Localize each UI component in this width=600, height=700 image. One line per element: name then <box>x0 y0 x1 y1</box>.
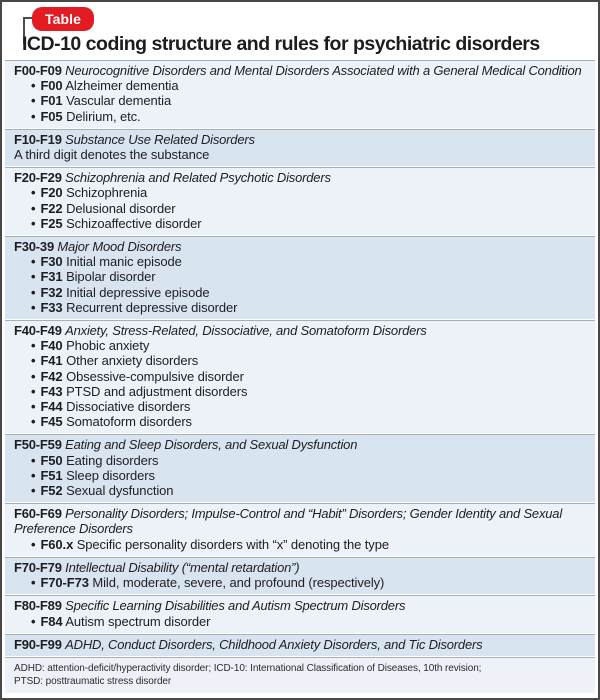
section-f00-f09 <box>5 60 595 128</box>
item-code: F32 <box>40 284 63 300</box>
code-item <box>31 300 589 315</box>
bullet-icon: • <box>31 414 36 430</box>
section-code: F90-F99 <box>14 636 62 652</box>
section-f40-f49 <box>5 320 595 433</box>
item-text: Schizoaffective disorder <box>66 215 202 231</box>
section-code: F00-F09 <box>14 63 62 78</box>
code-list <box>14 453 589 499</box>
item-text: Obsessive-compulsive disorder <box>66 368 244 384</box>
code-item <box>31 614 589 629</box>
code-list <box>14 254 589 315</box>
code-item <box>31 78 589 93</box>
code-list <box>14 614 589 629</box>
bullet-icon: • <box>31 383 36 399</box>
item-text: Schizophrenia <box>66 185 148 201</box>
item-text: Sleep disorders <box>66 467 155 483</box>
section-description: Intellectual Disability (“mental retardation”) <box>65 559 300 575</box>
bullet-icon: • <box>31 483 36 499</box>
bullet-icon: • <box>31 467 36 483</box>
section-code: F40-F49 <box>14 323 62 339</box>
code-item <box>31 537 589 552</box>
item-code: F41 <box>40 353 63 369</box>
bullet-icon: • <box>31 93 36 109</box>
item-text: Eating disorders <box>66 452 159 468</box>
code-item <box>31 483 589 498</box>
bullet-icon: • <box>31 536 36 552</box>
section-f50-f59 <box>5 434 595 502</box>
code-item <box>31 414 589 429</box>
item-text: Delirium, etc. <box>66 108 141 124</box>
bullet-icon: • <box>31 215 36 231</box>
item-text: Specific personality disorders with “x” denoting the type <box>76 536 389 552</box>
item-text: Somatoform disorders <box>66 414 192 430</box>
section-description: Neurocognitive Disorders and Mental Disorders Associated with a General Medical Condition <box>65 63 582 78</box>
item-code: F42 <box>40 368 63 384</box>
section-description: Schizophrenia and Related Psychotic Disorders <box>65 170 331 186</box>
bullet-icon: • <box>31 200 36 216</box>
section-note: A third digit denotes the substance <box>14 147 210 163</box>
item-text: Bipolar disorder <box>66 269 156 285</box>
code-item <box>31 384 589 399</box>
section-description: Personality Disorders; Impulse-Control and “Habit” Disorders; Gender Identity and Sexual Preference Disorders <box>14 506 563 537</box>
item-text: Recurrent depressive disorder <box>66 299 238 315</box>
item-code: F45 <box>40 414 63 430</box>
sections-list <box>5 60 595 656</box>
bullet-icon: • <box>31 399 36 415</box>
code-item <box>31 369 589 384</box>
section-description: ADHD, Conduct Disorders, Childhood Anxiety Disorders, and Tic Disorders <box>65 636 483 652</box>
bullet-icon: • <box>31 254 36 270</box>
item-code: F40 <box>40 338 63 354</box>
footnote-line-2: PTSD: posttraumatic stress disorder <box>14 675 172 687</box>
item-text: Alzheimer dementia <box>65 78 179 94</box>
code-list <box>14 537 589 552</box>
section-code: F10-F19 <box>14 131 62 147</box>
item-code: F44 <box>40 399 63 415</box>
section-header <box>14 506 589 536</box>
item-code: F60.x <box>40 536 74 552</box>
section-code: F50-F59 <box>14 437 62 453</box>
footnote-line-1: ADHD: attention-deficit/hyperactivity disorder; ICD-10: International Classification of Diseases, 10th revision; <box>14 662 482 674</box>
bullet-icon: • <box>31 452 36 468</box>
item-text: Vascular dementia <box>66 93 172 109</box>
item-text: PTSD and adjustment disorders <box>66 383 248 399</box>
item-code: F70-F73 <box>40 575 89 591</box>
code-item <box>31 269 589 284</box>
item-text: Autism spectrum disorder <box>65 613 211 629</box>
bullet-icon: • <box>31 299 36 315</box>
table-header <box>2 2 598 59</box>
section-code: F70-F79 <box>14 559 62 575</box>
code-item <box>31 338 589 353</box>
item-text: Dissociative disorders <box>66 399 191 415</box>
code-item <box>31 216 589 231</box>
code-item <box>31 185 589 200</box>
item-text: Delusional disorder <box>66 200 176 216</box>
item-code: F84 <box>40 613 63 629</box>
code-list <box>14 78 589 124</box>
section-f10-f19 <box>5 129 595 166</box>
code-list <box>14 185 589 231</box>
section-header <box>14 437 589 452</box>
code-item <box>31 399 589 414</box>
code-item <box>31 201 589 216</box>
bullet-icon: • <box>31 613 36 629</box>
item-text: Initial depressive episode <box>66 284 210 300</box>
section-code: F60-F69 <box>14 506 62 522</box>
item-text: Initial manic episode <box>66 254 182 270</box>
item-code: F50 <box>40 452 63 468</box>
section-f80-f89 <box>5 595 595 632</box>
code-list <box>14 338 589 429</box>
section-code: F20-F29 <box>14 170 62 186</box>
code-item <box>31 353 589 368</box>
bullet-icon: • <box>31 338 36 354</box>
section-header <box>14 132 589 147</box>
bullet-icon: • <box>31 108 36 124</box>
section-description: Major Mood Disorders <box>57 239 182 255</box>
section-header <box>14 170 589 185</box>
code-item <box>31 254 589 269</box>
section-f90-f99 <box>5 634 595 656</box>
code-list <box>14 575 589 590</box>
item-code: F51 <box>40 467 63 483</box>
section-header <box>14 239 589 254</box>
footnote <box>5 657 595 693</box>
section-header <box>14 323 589 338</box>
section-description: Substance Use Related Disorders <box>65 131 255 147</box>
code-item <box>31 109 589 124</box>
code-item <box>31 575 589 590</box>
item-code: F20 <box>40 185 63 201</box>
item-code: F31 <box>40 269 63 285</box>
code-item <box>31 468 589 483</box>
code-item <box>31 453 589 468</box>
section-header <box>14 560 589 575</box>
section-description: Eating and Sleep Disorders, and Sexual Dysfunction <box>65 437 358 453</box>
section-description: Specific Learning Disabilities and Autism Spectrum Disorders <box>65 598 406 614</box>
bullet-icon: • <box>31 284 36 300</box>
item-code: F30 <box>40 254 63 270</box>
item-text: Sexual dysfunction <box>66 483 174 499</box>
item-text: Other anxiety disorders <box>66 353 199 369</box>
section-code: F30-39 <box>14 239 54 255</box>
table-badge <box>32 7 94 31</box>
bullet-icon: • <box>31 353 36 369</box>
section-header <box>14 637 589 652</box>
item-code: F43 <box>40 383 63 399</box>
item-code: F22 <box>40 200 63 216</box>
item-code: F05 <box>40 108 63 124</box>
item-code: F52 <box>40 483 63 499</box>
table-title: ICD-10 coding structure and rules for psychiatric disorders <box>22 33 540 55</box>
section-header <box>14 598 589 613</box>
item-code: F25 <box>40 215 63 231</box>
bullet-icon: • <box>31 269 36 285</box>
section-f20-f29 <box>5 167 595 235</box>
item-code: F01 <box>40 93 63 109</box>
section-f70-f79 <box>5 557 595 594</box>
bullet-icon: • <box>31 368 36 384</box>
bullet-icon: • <box>31 185 36 201</box>
bullet-icon: • <box>31 575 36 591</box>
bullet-icon: • <box>31 78 36 94</box>
section-code: F80-F89 <box>14 598 62 614</box>
section-f30-39 <box>5 236 595 319</box>
item-code: F33 <box>40 299 63 315</box>
code-item <box>31 285 589 300</box>
section-header <box>14 63 589 78</box>
item-code: F00 <box>40 78 63 94</box>
item-text: Phobic anxiety <box>66 338 150 354</box>
section-f60-f69 <box>5 503 595 556</box>
item-text: Mild, moderate, severe, and profound (respectively) <box>92 575 385 591</box>
table-badge-label: Table <box>45 11 82 27</box>
code-item <box>31 93 589 108</box>
section-description: Anxiety, Stress-Related, Dissociative, and Somatoform Disorders <box>65 323 427 339</box>
